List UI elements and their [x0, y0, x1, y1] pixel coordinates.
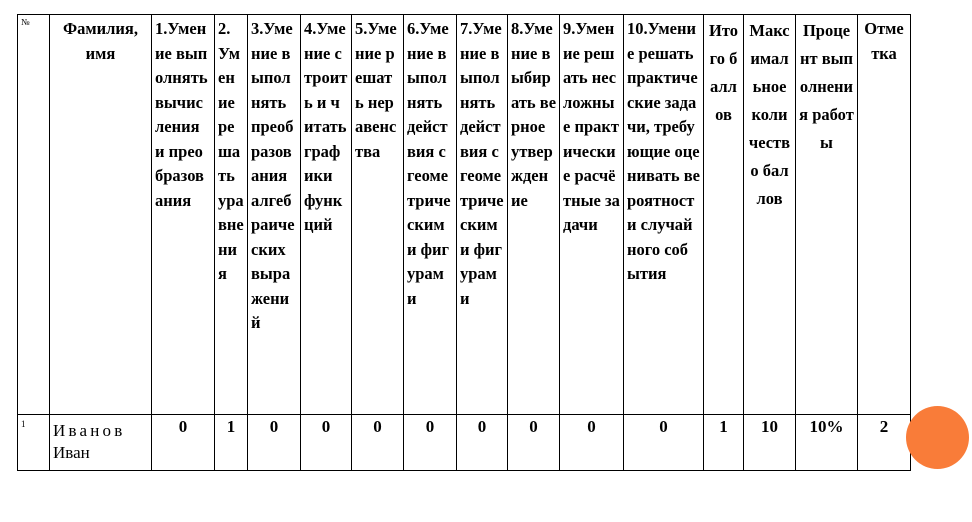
score-skill-5: 0 — [352, 415, 404, 471]
header-skill-5: 5.Умение решать неравенства — [352, 15, 404, 415]
header-total: Итого баллов — [704, 15, 744, 415]
header-grade: Отметка — [858, 15, 911, 415]
score-skill-4: 0 — [301, 415, 352, 471]
header-skill-6: 6.Умение выполнять действия с геометрическими фигурами — [404, 15, 457, 415]
header-skill-9: 9.Умение решать несложные практические расчётные задачи — [560, 15, 624, 415]
table-row — [18, 415, 911, 471]
score-skill-7: 0 — [457, 415, 508, 471]
student-first-name: Иван — [53, 443, 90, 462]
score-skill-3: 0 — [248, 415, 301, 471]
header-skill-1: 1.Умение выполнять вычисления и преобразования — [152, 15, 215, 415]
score-skill-10: 0 — [624, 415, 704, 471]
header-skill-8: 8.Умение выбирать верное утверждение — [508, 15, 560, 415]
student-last-name: Иванов — [53, 421, 126, 440]
grade-mark: 2 — [858, 415, 911, 471]
header-skill-7: 7.Умение выполнять действия с геометрическими фигурами — [457, 15, 508, 415]
total-score: 1 — [704, 415, 744, 471]
header-skill-2: 2. Умение решать уравнения — [215, 15, 248, 415]
max-score: 10 — [744, 415, 796, 471]
header-skill-10: 10.Умение решать практические задачи, требующие оценивать вероятности случайного события — [624, 15, 704, 415]
score-skill-8: 0 — [508, 415, 560, 471]
row-number: 1 — [18, 415, 50, 471]
results-table — [17, 14, 911, 471]
orange-circle-decoration — [906, 406, 969, 469]
student-name — [50, 415, 152, 471]
header-number: № — [18, 15, 50, 415]
score-skill-6: 0 — [404, 415, 457, 471]
header-name: Фамилия, имя — [50, 15, 152, 415]
header-skill-3: 3.Умение выполнять преобразования алгебраических выражений — [248, 15, 301, 415]
header-max-score: Максимальное количество баллов — [744, 15, 796, 415]
header-skill-4: 4.Умение строить и читать графики функций — [301, 15, 352, 415]
percent-score: 10% — [796, 415, 858, 471]
header-percent: Процент выполнения работы — [796, 15, 858, 415]
header-row — [18, 15, 911, 415]
score-skill-1: 0 — [152, 415, 215, 471]
score-skill-2: 1 — [215, 415, 248, 471]
score-skill-9: 0 — [560, 415, 624, 471]
